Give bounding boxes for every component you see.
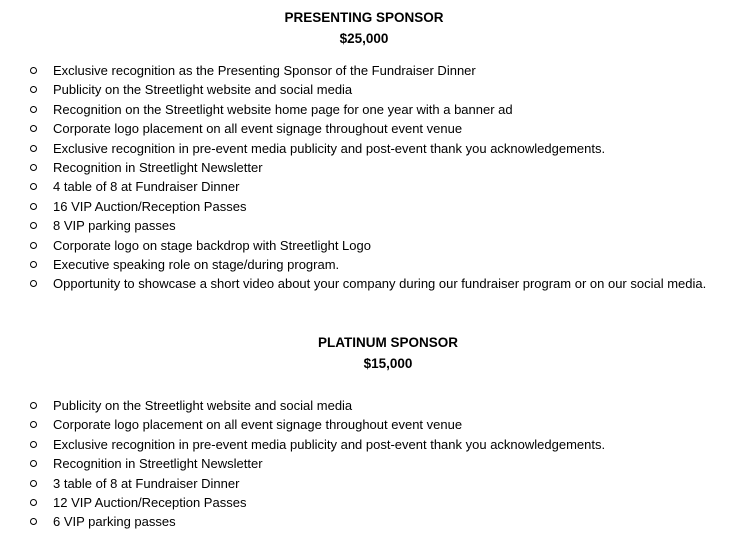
list-item-text: Recognition in Streetlight Newsletter [53, 456, 263, 472]
list-item-text: Publicity on the Streetlight website and social media [53, 82, 353, 98]
circle-bullet-icon [30, 145, 37, 152]
circle-bullet-icon [30, 86, 37, 93]
list-item-text: 4 table of 8 at Fundraiser Dinner [53, 179, 240, 195]
presenting-benefits-list [0, 61, 732, 294]
circle-bullet-icon [30, 480, 37, 487]
list-item [0, 119, 732, 138]
platinum-benefits-list [0, 396, 732, 532]
circle-bullet-icon [30, 164, 37, 171]
list-item [0, 274, 732, 293]
list-item-text: 6 VIP parking passes [53, 514, 176, 530]
circle-bullet-icon [30, 242, 37, 249]
list-item [0, 80, 732, 99]
list-item [0, 435, 732, 454]
list-item-text: 3 table of 8 at Fundraiser Dinner [53, 475, 240, 491]
list-item [0, 396, 732, 415]
list-item-text: Corporate logo placement on all event signage throughout event venue [53, 121, 463, 137]
platinum-sponsor-section [0, 332, 732, 374]
list-item [0, 197, 732, 216]
presenting-sponsor-section [0, 7, 732, 49]
circle-bullet-icon [30, 518, 37, 525]
platinum-sponsor-price: $15,000 [363, 356, 413, 371]
circle-bullet-icon [30, 280, 37, 287]
list-item-text: Recognition in Streetlight Newsletter [53, 160, 263, 176]
list-item-text: 16 VIP Auction/Reception Passes [53, 198, 247, 214]
circle-bullet-icon [30, 460, 37, 467]
list-item [0, 61, 732, 80]
circle-bullet-icon [30, 499, 37, 506]
list-item [0, 236, 732, 255]
circle-bullet-icon [30, 441, 37, 448]
circle-bullet-icon [30, 203, 37, 210]
list-item-text: Executive speaking role on stage/during program. [53, 257, 340, 273]
list-item [0, 415, 732, 434]
list-item [0, 139, 732, 158]
list-item-text: Opportunity to showcase a short video about your company during our fundraiser program or on our social media. [53, 276, 707, 292]
list-item [0, 512, 732, 531]
circle-bullet-icon [30, 67, 37, 74]
list-item [0, 158, 732, 177]
list-item [0, 100, 732, 119]
list-item [0, 454, 732, 473]
list-item [0, 474, 732, 493]
list-item-text: Corporate logo on stage backdrop with Streetlight Logo [53, 237, 371, 253]
platinum-sponsor-title: PLATINUM SPONSOR [317, 335, 458, 350]
circle-bullet-icon [30, 106, 37, 113]
list-item [0, 493, 732, 512]
list-item-text: Corporate logo placement on all event signage throughout event venue [53, 417, 463, 433]
list-item-text: 12 VIP Auction/Reception Passes [53, 495, 247, 511]
circle-bullet-icon [30, 421, 37, 428]
circle-bullet-icon [30, 261, 37, 268]
circle-bullet-icon [30, 222, 37, 229]
list-item-text: Exclusive recognition in pre-event media publicity and post-event thank you acknowledgements. [53, 140, 606, 156]
circle-bullet-icon [30, 183, 37, 190]
list-item [0, 255, 732, 274]
circle-bullet-icon [30, 125, 37, 132]
platinum-benefits-list-wrapper [0, 396, 732, 532]
list-item [0, 216, 732, 235]
list-item [0, 177, 732, 196]
list-item-text: 8 VIP parking passes [53, 218, 176, 234]
list-item-text: Exclusive recognition in pre-event media publicity and post-event thank you acknowledgements. [53, 436, 606, 452]
circle-bullet-icon [30, 402, 37, 409]
list-item-text: Publicity on the Streetlight website and social media [53, 398, 353, 413]
presenting-sponsor-title: PRESENTING SPONSOR [284, 10, 444, 25]
list-item-text: Exclusive recognition as the Presenting Sponsor of the Fundraiser Dinner [53, 63, 476, 78]
presenting-benefits-list-wrapper [0, 61, 732, 294]
presenting-sponsor-price: $25,000 [339, 31, 389, 46]
list-item-text: Recognition on the Streetlight website home page for one year with a banner ad [53, 101, 513, 117]
